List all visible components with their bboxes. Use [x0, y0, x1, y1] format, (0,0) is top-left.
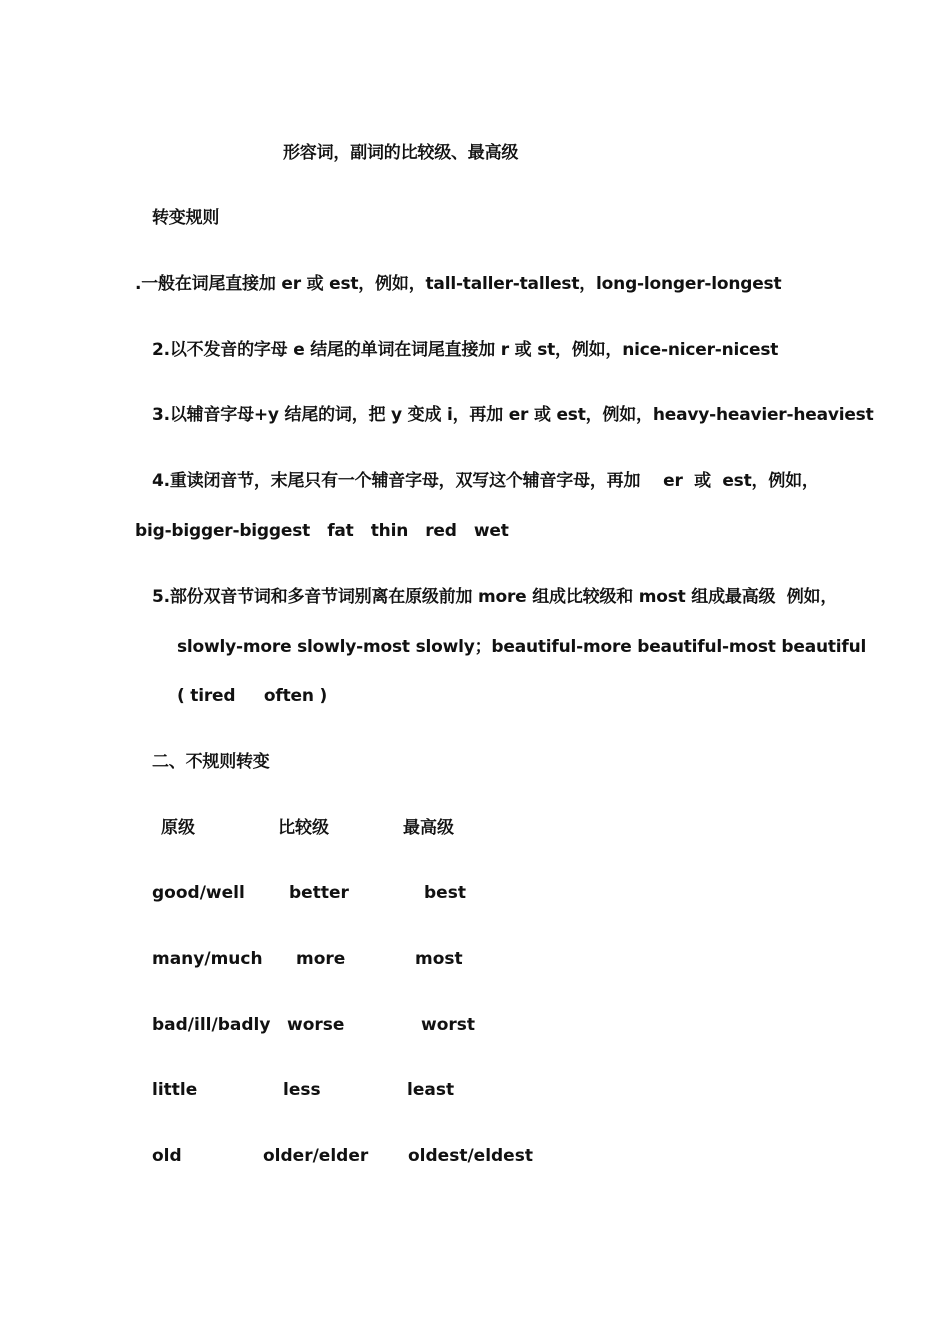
rule-1: .一般在词尾直接加 er 或 est，例如，tall-taller-tallest，long-longer-longest: [135, 274, 782, 294]
table-cell: least: [407, 1080, 455, 1100]
section-heading-rules: 转变规则: [152, 208, 220, 228]
rule-5-line-2: slowly-more slowly-most slowly；beautiful-more beautiful-most beautiful: [177, 637, 867, 657]
table-header-comparative: 比较级: [278, 818, 329, 838]
table-cell: most: [415, 949, 463, 969]
table-cell: oldest/eldest: [408, 1146, 533, 1166]
table-header-superlative: 最高级: [403, 818, 454, 838]
table-cell: less: [283, 1080, 321, 1100]
rule-4-line-1: 4.重读闭音节，末尾只有一个辅音字母，双写这个辅音字母，再加 er 或 est，例如，: [152, 471, 819, 491]
rule-4-line-2: big-bigger-biggest fat thin red wet: [135, 521, 509, 541]
table-cell: bad/ill/badly: [152, 1015, 271, 1035]
table-cell: best: [424, 883, 466, 903]
table-cell: older/elder: [263, 1146, 369, 1166]
page-title: 形容词，副词的比较级、最高级: [283, 143, 519, 163]
table-cell: more: [296, 949, 346, 969]
table-cell: little: [152, 1080, 198, 1100]
table-cell: good/well: [152, 883, 245, 903]
rule-2: 2.以不发音的字母 e 结尾的单词在词尾直接加 r 或 st，例如，nice-nicer-nicest: [152, 340, 779, 360]
rule-3: 3.以辅音字母+y 结尾的词，把 y 变成 i，再加 er 或 est，例如，heavy-heavier-heaviest: [152, 405, 874, 425]
table-header-positive: 原级: [161, 818, 195, 838]
rule-5-line-3: ( tired often ): [177, 686, 328, 706]
section-heading-irregular: 二、不规则转变: [152, 752, 270, 772]
table-cell: worst: [421, 1015, 476, 1035]
rule-5-line-1: 5.部份双音节词和多音节词别离在原级前加 more 组成比较级和 most 组成最高级 例如，: [152, 587, 838, 607]
table-cell: better: [289, 883, 349, 903]
table-cell: old: [152, 1146, 182, 1166]
table-cell: worse: [287, 1015, 345, 1035]
table-cell: many/much: [152, 949, 263, 969]
